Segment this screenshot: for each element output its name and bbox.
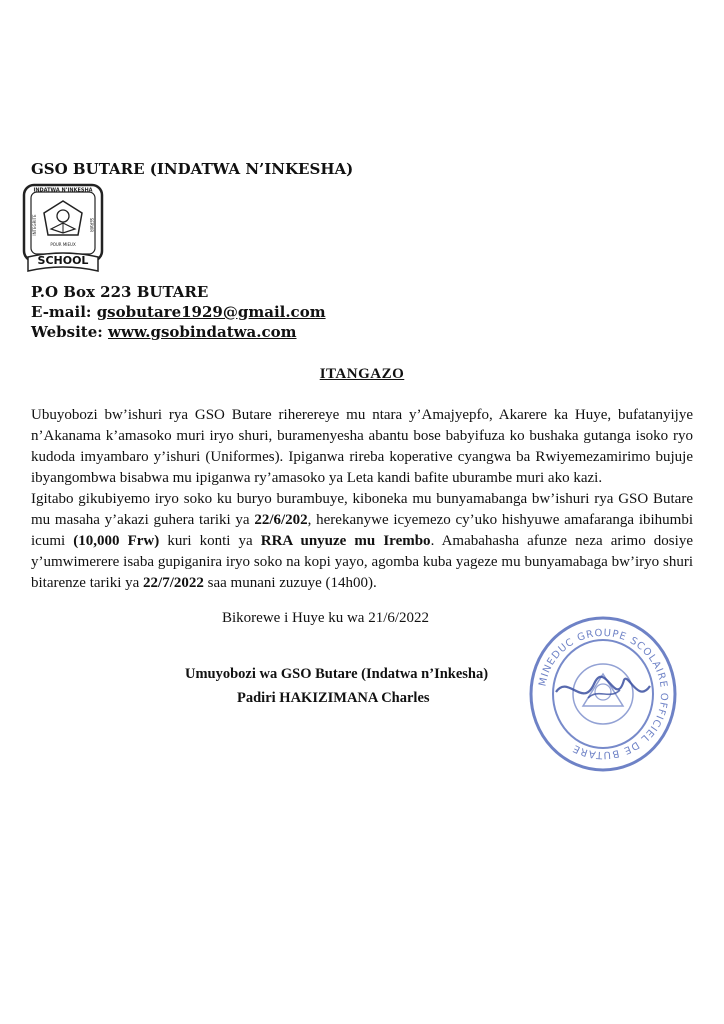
- p2-text-1: Igitabo gikubiyemo iryo soko ku buryo burambuye, kiboneka mu bunyamabanga bw’ishuri rya GSO Butare mu masaha y’akazi guhera tariki ya: [31, 491, 693, 528]
- svg-text:INTEGRITE: INTEGRITE: [32, 214, 37, 236]
- website-label: Website:: [31, 323, 109, 341]
- deadline-date: 22/7/2022: [143, 575, 204, 591]
- logo-school-label: SCHOOL: [37, 254, 89, 267]
- postal-address: P.O Box 223 BUTARE: [31, 283, 209, 301]
- p2-text-5: saa munani zuzuye (14h00).: [203, 575, 377, 591]
- school-logo: [22, 183, 104, 275]
- p2-text-3: kuri konti ya: [159, 533, 261, 549]
- email-line: [31, 303, 326, 321]
- paragraph-1: Ubuyobozi bw’ishuri rya GSO Butare riherereye mu ntara y’Amajyepfo, Akarere ka Huye, bufatanyijye n’Akanama k’amasoko muri iryo shuri, buramenyesha abantu bose babyifuza ko bushaka gutanga isoko ryo kudoda imyambaro y’ishuri (Uniformes). Ipiganwa rireba koperative cyangwa ba Rwiyemezamirimo bujuje ibyangombwa bisabwa mu ipiganwa ry’amasoko ya Leta kandi bafite uburambe muri ako kazi.: [31, 407, 693, 486]
- p2-text-2: , herekanywe icyemezo cy’uko hishyuwe amafaranga ibihumbi icumi: [31, 512, 693, 549]
- svg-text:POUR MIEUX: POUR MIEUX: [50, 242, 76, 247]
- p2-text-4: . Amabahasha afunze neza arimo dosiye y’umwimerere isaba gupiganira iryo soko na kopi yayo, agomba kuba yageze mu bunyamabaga bw’iryo shuri bitarenze tariki ya: [31, 533, 693, 591]
- place-date: Bikorewe i Huye ku wa 21/6/2022: [222, 610, 430, 626]
- payment-account: RRA unyuze mu Irembo: [260, 533, 431, 549]
- fee-amount: (10,000 Frw): [73, 533, 160, 549]
- official-stamp: [528, 614, 678, 774]
- notice-body: [31, 405, 693, 594]
- start-date: 22/6/202: [254, 512, 308, 528]
- website-link[interactable]: www.gsobindatwa.com: [108, 323, 297, 341]
- website-line: [31, 323, 297, 341]
- svg-text:SERVIR: SERVIR: [89, 217, 94, 233]
- notice-title: ITANGAZO: [319, 366, 405, 382]
- email-label: E-mail:: [31, 303, 97, 321]
- svg-text:MINEDUC GROUPE SCOLAIRE OFFICI: MINEDUC GROUPE SCOLAIRE OFFICIEL DE BUTARE: [537, 627, 670, 761]
- email-link[interactable]: gsobutare1929@gmail.com: [96, 303, 326, 321]
- paragraph-2: [31, 489, 693, 594]
- signatory-name: Padiri HAKIZIMANA Charles: [237, 690, 430, 706]
- signatory-role: Umuyobozi wa GSO Butare (Indatwa n’Inkesha): [185, 666, 489, 682]
- school-name: GSO BUTARE (INDATWA N’INKESHA): [31, 160, 354, 178]
- svg-text:INDATWA N’INKESHA: INDATWA N’INKESHA: [33, 187, 93, 194]
